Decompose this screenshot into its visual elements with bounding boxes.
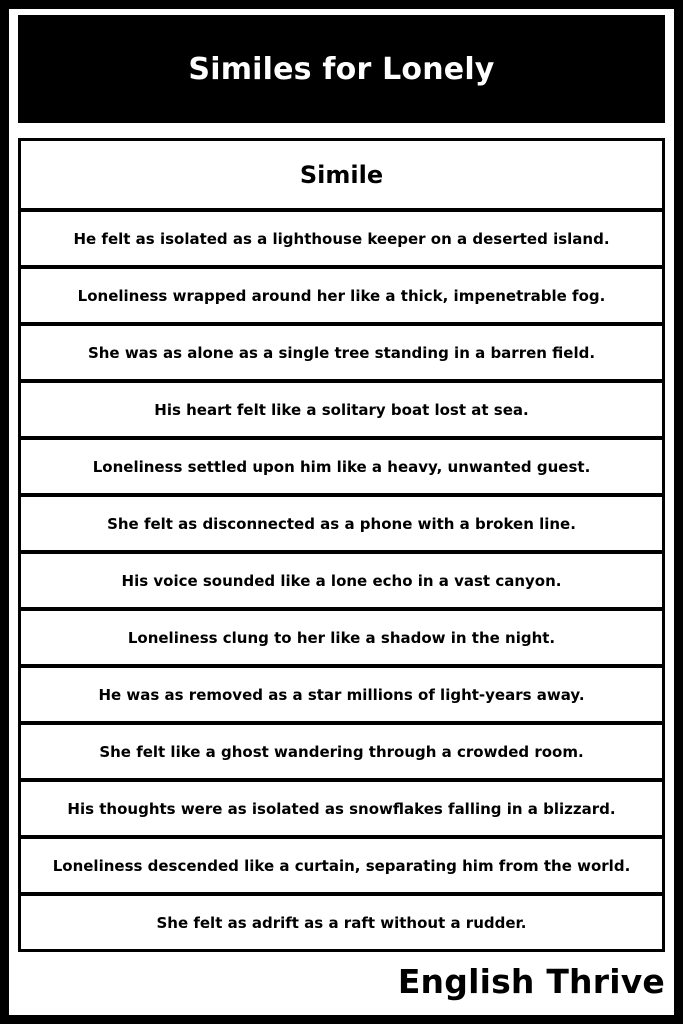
page-sheet bbox=[9, 9, 674, 1015]
simile-cell: Loneliness descended like a curtain, separating him from the world. bbox=[52, 856, 631, 875]
table-row bbox=[21, 611, 662, 664]
simile-cell: He was as removed as a star millions of light-years away. bbox=[98, 685, 585, 704]
simile-table bbox=[18, 138, 665, 952]
simile-cell: His thoughts were as isolated as snowflakes falling in a blizzard. bbox=[67, 799, 616, 818]
title-banner bbox=[18, 15, 665, 123]
simile-cell: He felt as isolated as a lighthouse keeper on a deserted island. bbox=[73, 229, 610, 248]
brand-name: English Thrive bbox=[397, 962, 665, 1001]
simile-cell: Loneliness clung to her like a shadow in the night. bbox=[127, 628, 556, 647]
table-row bbox=[21, 269, 662, 322]
simile-cell: Loneliness wrapped around her like a thick, impenetrable fog. bbox=[77, 286, 606, 305]
table-row bbox=[21, 554, 662, 607]
table-row bbox=[21, 839, 662, 892]
table-row bbox=[21, 326, 662, 379]
table-row bbox=[21, 212, 662, 265]
column-header-simile: Simile bbox=[299, 160, 384, 189]
simile-cell: His voice sounded like a lone echo in a vast canyon. bbox=[121, 571, 562, 590]
table-row bbox=[21, 725, 662, 778]
simile-cell: His heart felt like a solitary boat lost at sea. bbox=[154, 400, 529, 419]
simile-cell: Loneliness settled upon him like a heavy, unwanted guest. bbox=[92, 457, 591, 476]
simile-cell: She felt as disconnected as a phone with a broken line. bbox=[107, 514, 576, 533]
simile-cell: She felt as adrift as a raft without a rudder. bbox=[156, 913, 527, 932]
table-row bbox=[21, 497, 662, 550]
simile-cell: She was as alone as a single tree standing in a barren field. bbox=[87, 343, 596, 362]
table-row bbox=[21, 440, 662, 493]
table-row bbox=[21, 668, 662, 721]
table-row bbox=[21, 383, 662, 436]
simile-cell: She felt like a ghost wandering through a crowded room. bbox=[99, 742, 584, 761]
page-title: Similes for Lonely bbox=[188, 51, 495, 87]
table-row bbox=[21, 782, 662, 835]
table-row bbox=[21, 896, 662, 949]
table-header bbox=[21, 141, 662, 208]
